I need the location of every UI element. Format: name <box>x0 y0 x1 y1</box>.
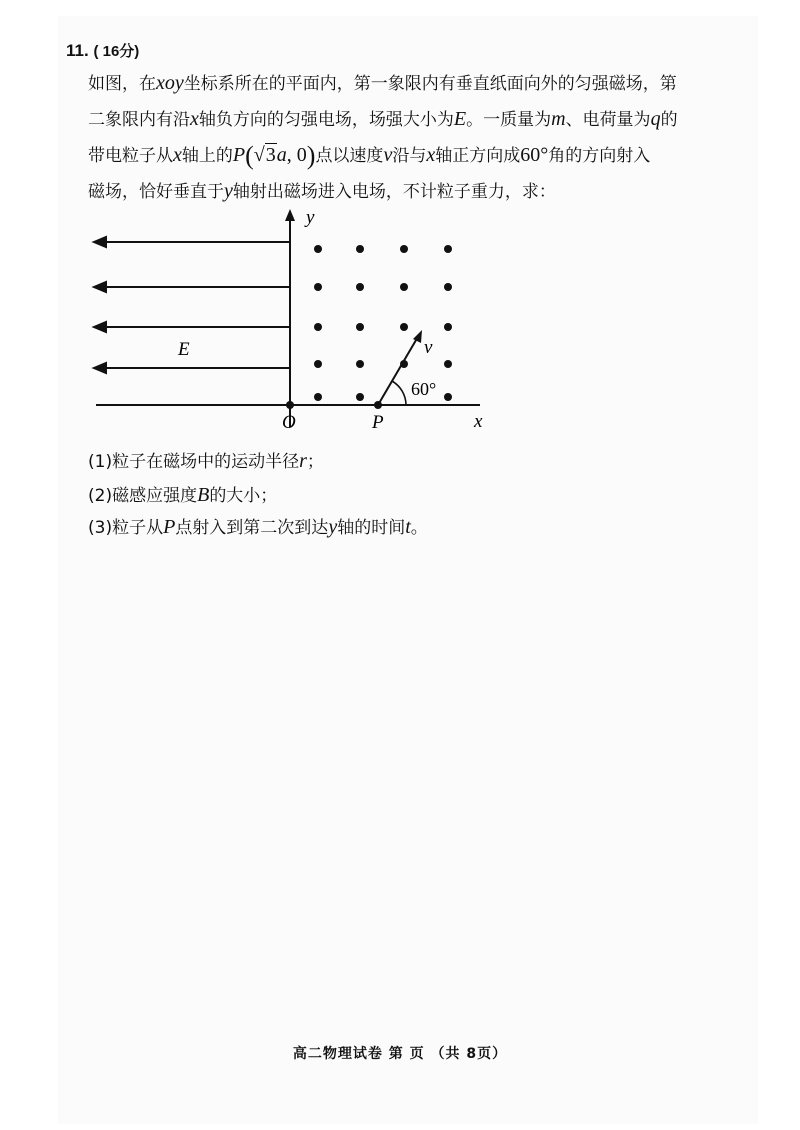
math-q: q <box>650 108 661 130</box>
math-t: t <box>405 516 411 538</box>
stem-line-3 <box>88 138 768 174</box>
field-arrowhead <box>94 282 106 292</box>
question-score: ( 16分) <box>93 43 140 60</box>
y-axis-arrowhead <box>285 209 295 221</box>
field-arrowhead <box>94 237 106 247</box>
math-B: B <box>197 484 210 506</box>
subq-text: (3)粒子从 <box>88 518 164 538</box>
origin-label: O <box>282 412 296 433</box>
math-xoy: xoy <box>156 72 184 94</box>
question-header <box>66 40 139 61</box>
stem-line-1 <box>88 66 768 102</box>
stem-text: 点以速度 <box>315 146 384 166</box>
subq-text: 。 <box>410 518 428 538</box>
math-a: a <box>276 144 287 166</box>
question-stem <box>88 66 768 210</box>
math-y: y <box>224 180 233 202</box>
stem-text: 如图，在 <box>88 74 156 94</box>
stem-text: 轴正方向成 <box>435 146 521 166</box>
velocity-label: v <box>424 337 433 358</box>
math-x: x <box>426 144 436 166</box>
math-angle: 60° <box>520 144 549 166</box>
subq-text: 的大小； <box>209 486 278 506</box>
math-zero: , 0 <box>286 144 307 166</box>
angle-label: 60° <box>411 379 437 399</box>
point-P-label: P <box>372 412 384 433</box>
stem-text: 轴负方向的匀强电场，场强大小为 <box>198 110 454 130</box>
stem-text: 沿与 <box>392 146 427 166</box>
stem-text: 角的方向射入 <box>548 146 651 166</box>
subquestion-1 <box>88 447 688 473</box>
subquestion-2 <box>88 481 688 507</box>
math-y: y <box>328 516 338 538</box>
stem-text: 磁场，恰好垂直于 <box>88 182 224 202</box>
origin-point <box>286 401 294 409</box>
math-r: r <box>299 450 307 472</box>
stem-text: 二象限内有沿 <box>88 110 190 130</box>
field-E-label: E <box>178 339 190 360</box>
math-v: v <box>383 144 393 166</box>
subq-text: 点射入到第二次到达 <box>175 518 329 538</box>
math-x: x <box>190 108 199 130</box>
stem-text: 轴上的 <box>181 146 233 166</box>
field-arrowhead <box>94 322 106 332</box>
math-point-P: P <box>232 144 246 166</box>
math-m: m <box>551 108 566 130</box>
magnetic-field-dots <box>314 245 452 401</box>
left-paren: ( <box>245 141 254 170</box>
subq-text: ； <box>306 452 324 472</box>
sqrt-radicand: 3 <box>265 144 276 166</box>
question-number: 11. <box>66 41 89 60</box>
subq-text: (2)磁感应强度 <box>88 486 198 506</box>
subq-text: (1)粒子在磁场中的运动半径 <box>88 452 300 472</box>
sqrt-symbol: √3 <box>253 144 276 166</box>
electric-field-lines <box>94 237 290 373</box>
stem-text: 轴射出磁场进入电场，不计粒子重力，求： <box>232 182 556 202</box>
stem-text: 坐标系所在的平面内，第一象限内有垂直纸面向外的匀强磁场，第 <box>183 74 677 94</box>
subquestion-3 <box>88 513 688 539</box>
stem-text: 的 <box>660 110 678 130</box>
stem-text: 、电荷量为 <box>565 110 651 130</box>
stem-text: 。一质量为 <box>466 110 552 130</box>
subq-text: 轴的时间 <box>337 518 406 538</box>
stem-line-2 <box>88 102 768 138</box>
page-footer: 高二物理试卷 第 页 （共 8页） <box>292 1046 508 1062</box>
math-P: P <box>163 516 176 538</box>
angle-arc <box>392 381 406 405</box>
physics-diagram <box>88 205 488 433</box>
x-axis-label: x <box>474 411 483 432</box>
y-axis-label: y <box>306 207 315 228</box>
right-paren: ) <box>306 141 316 170</box>
math-E: E <box>453 108 467 130</box>
stem-text: 带电粒子从 <box>88 146 173 166</box>
math-x: x <box>173 144 182 166</box>
field-arrowhead <box>94 363 106 373</box>
